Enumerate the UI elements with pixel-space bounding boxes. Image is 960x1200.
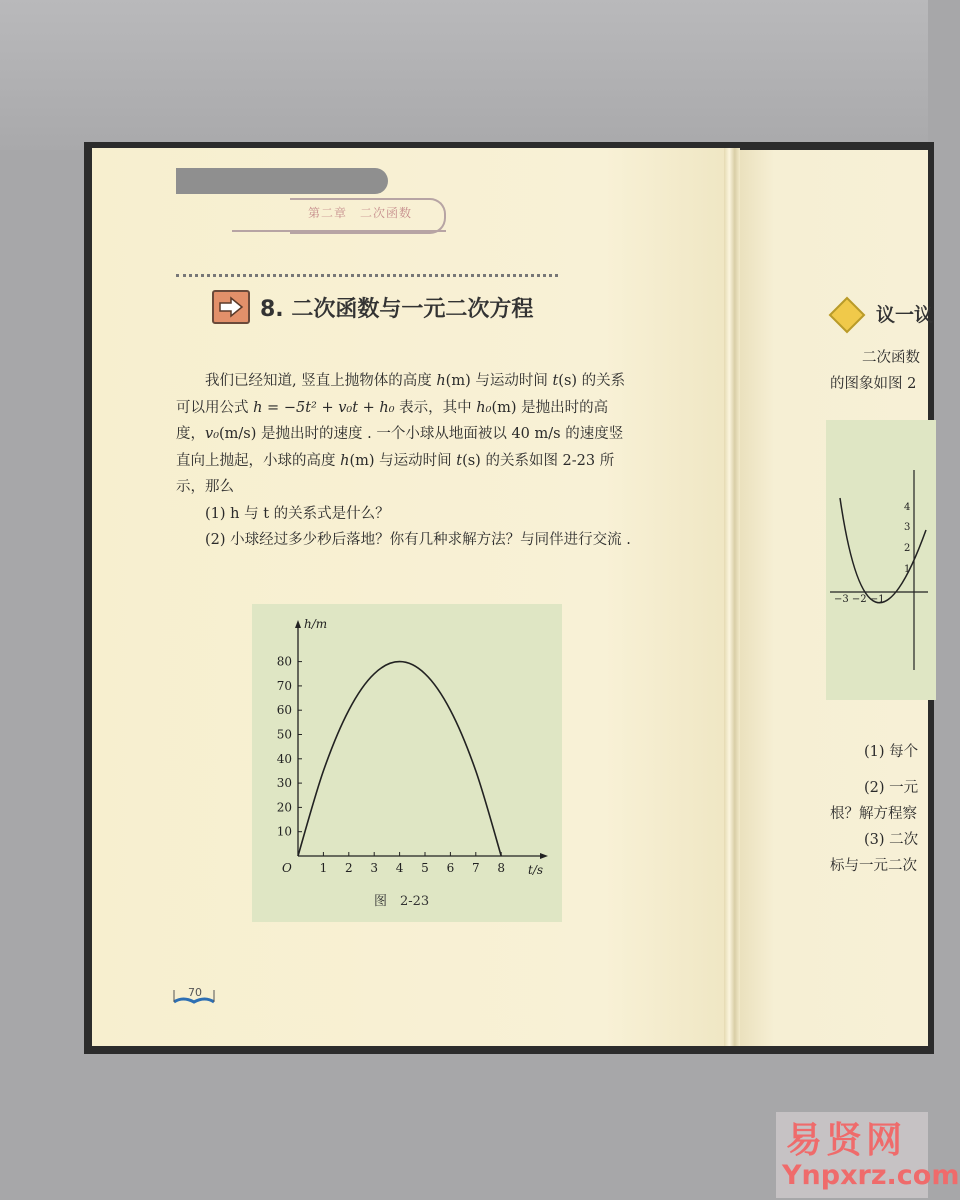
series-line (298, 662, 501, 856)
svg-text:−3 −2 −1: −3 −2 −1 (834, 594, 885, 605)
svg-text:4: 4 (904, 502, 911, 513)
paragraph-1 (176, 368, 636, 501)
y-tick-label: 70 (276, 678, 292, 693)
x-axis-arrow (540, 853, 548, 859)
y-tick-label: 40 (276, 751, 292, 766)
svg-text:1: 1 (904, 564, 911, 575)
arrow-right-icon (212, 290, 250, 324)
y-tick-label: 30 (276, 776, 292, 791)
page-number: 70 (188, 986, 202, 999)
y-tick-label: 20 (276, 800, 292, 815)
x-tick-label: 1 (319, 861, 328, 875)
text-run: (m) 与运动时间 (445, 373, 553, 389)
y-tick-label: 80 (276, 654, 292, 669)
scan-background (0, 0, 928, 150)
y-axis-label: h/m (304, 617, 328, 631)
parabola-chart-partial (826, 420, 928, 700)
x-tick-label: 2 (344, 861, 353, 875)
question-1: (1) h 与 t 的关系式是什么？ (205, 505, 390, 522)
x-axis-label: t/s (528, 863, 544, 877)
var-t: t (552, 373, 559, 389)
x-tick-label: 5 (421, 861, 429, 875)
question-2: (2) 小球经过多少秒后落地？你有几种求解方法？与同伴进行交流 . (205, 532, 631, 548)
dotted-divider (176, 274, 558, 277)
page-fold (724, 148, 740, 1046)
text-run: 表示，其中 (394, 399, 477, 416)
trajectory-chart (252, 604, 562, 922)
var-v0: v₀ (205, 426, 220, 442)
formula: h = −5t² + v₀t + h₀ (253, 399, 395, 416)
y-tick-label: 50 (276, 727, 292, 742)
chapter-header-bar (176, 168, 388, 194)
right-text-line: 标与一元二次 (830, 858, 917, 874)
right-section-title: 议一议 (876, 304, 934, 326)
svg-text:2: 2 (904, 543, 911, 554)
right-question-1: (1) 每个 (864, 744, 919, 760)
var-h0: h₀ (476, 399, 492, 416)
right-question-2: (2) 一元 (864, 780, 919, 796)
chapter-label: 第二章 二次函数 (308, 206, 413, 220)
right-text-line: 的图象如图 2 (830, 376, 917, 392)
y-tick-label: 60 (276, 703, 292, 718)
y-axis-arrow (295, 620, 301, 628)
x-tick-label: 6 (446, 861, 455, 875)
x-tick-label: 3 (370, 861, 379, 875)
figure-caption: 图 2-23 (374, 894, 430, 909)
text-run: (m/s) 是抛出时的速度 . 一个小球从地面被以 40 m/s 的速度竖直向上抛起，小球的高度 (176, 426, 624, 469)
var-t: t (456, 452, 463, 469)
x-tick-label: 4 (395, 861, 404, 875)
body-text (176, 368, 636, 554)
chapter-underline (232, 230, 446, 232)
right-text-line: 二次函数 (862, 350, 920, 366)
y-tick-label: 10 (276, 824, 292, 839)
text-run: (m) 与运动时间 (349, 452, 457, 469)
right-text-line: 根？解方程察 (830, 806, 917, 822)
var-h: h (340, 452, 350, 469)
section-title: 8. 二次函数与一元二次方程 (260, 297, 534, 322)
origin-label: O (282, 861, 292, 875)
text-run: (s) 的关系可以用公式 (176, 373, 626, 416)
text-run: (m) 是抛出时的高度， (176, 399, 609, 442)
x-tick-label: 8 (497, 861, 506, 875)
text-run: 我们已经知道, 竖直上抛物体的高度 (205, 373, 437, 389)
text-run: (s) 的关系如图 2-23 所示，那么 (176, 452, 615, 495)
var-h: h (436, 373, 446, 389)
watermark-url: Ynpxrz.com (782, 1160, 960, 1191)
watermark-logo: 易贤网 (786, 1120, 907, 1161)
x-tick-label: 7 (471, 861, 480, 875)
svg-text:3: 3 (904, 522, 911, 533)
right-question-3: (3) 二次 (864, 832, 919, 848)
